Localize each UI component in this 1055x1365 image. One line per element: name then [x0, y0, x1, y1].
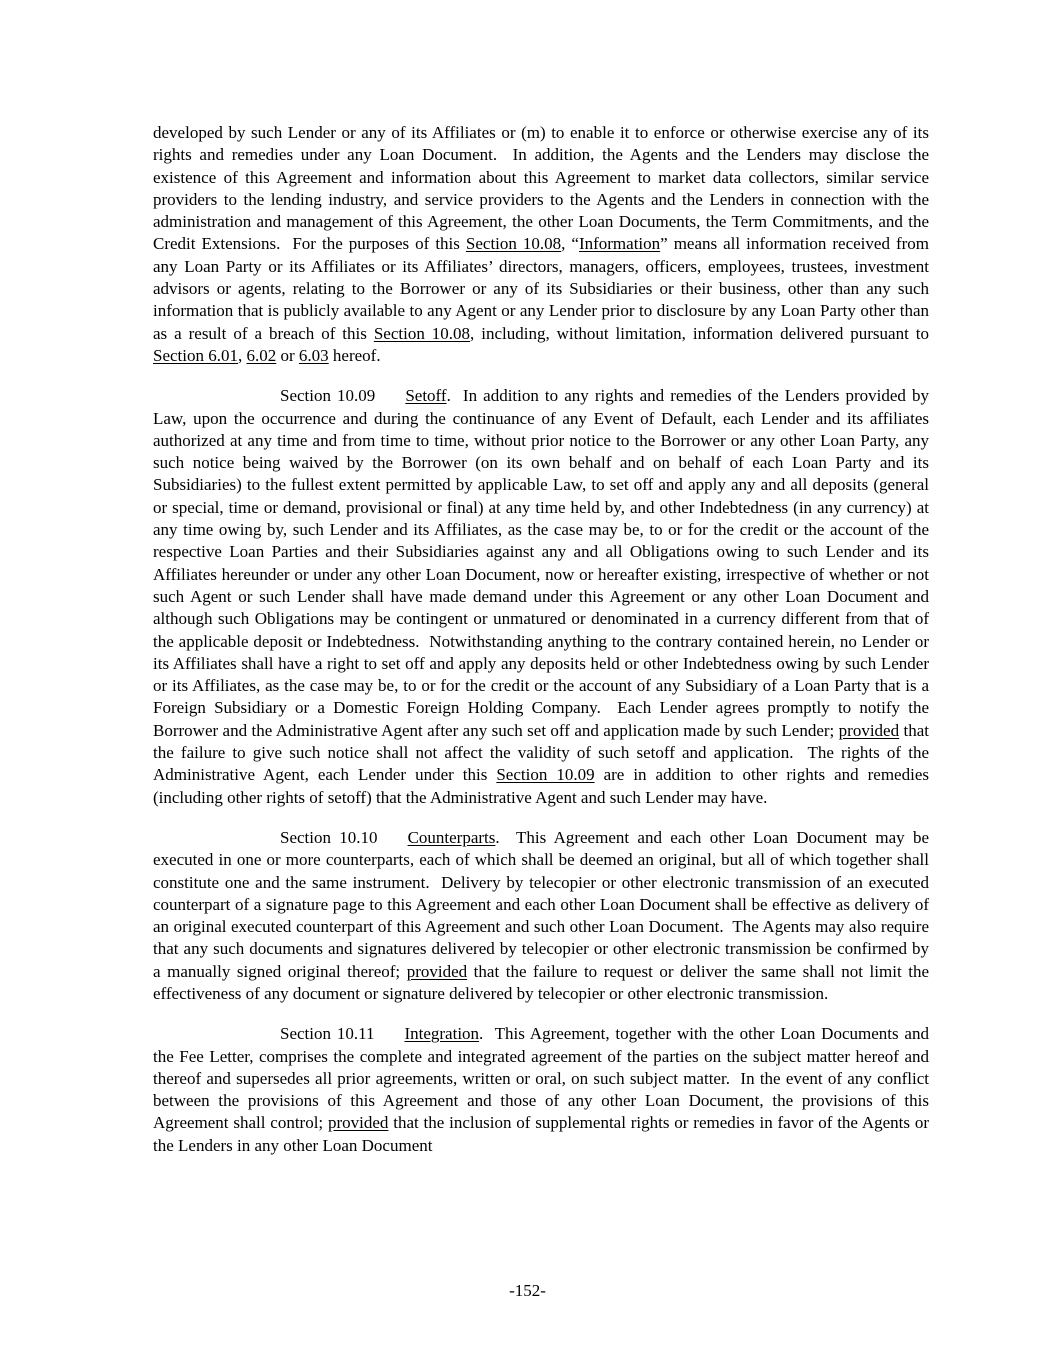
text-run: that the failure to request or deliver the same shall not limit the effectiveness of any document or signature delivered by telecopier or other electronic transmission. — [153, 961, 929, 1003]
text-run: Section 10.10 — [280, 827, 378, 847]
text-run: Section 10.09 — [280, 386, 376, 406]
document-body — [153, 122, 929, 1157]
underlined-text: provided — [838, 720, 900, 740]
underlined-text: Setoff — [405, 386, 447, 406]
underlined-text: Section 10.08 — [373, 323, 471, 343]
paragraph-section-10-09-setoff — [153, 385, 929, 809]
underlined-text: Section 10.08 — [465, 234, 562, 254]
underlined-text: Section 6.01 — [153, 345, 238, 365]
underlined-text: 6.03 — [298, 345, 329, 365]
text-run: , including, without limitation, information delivered pursuant to — [470, 323, 929, 343]
underlined-text: Information — [578, 234, 661, 254]
paragraph-section-10-10-counterparts — [153, 827, 929, 1005]
text-run: Section 10.11 — [280, 1024, 375, 1044]
text-run: are in addition to other rights and remedies (including other rights of setoff) that the Administrative Agent and such Lender may have. — [153, 765, 929, 807]
text-run: . This Agreement and each other Loan Document may be executed in one or more counterparts, each of which shall be deemed an original, but all of which together shall constitute one and the same instrument. Delivery by telecopier or other electronic transmission of an executed counterpart of a signature page to this Agreement and each other Loan Document shall be effective as delivery of an original executed counterpart of this Agreement and such other Loan Document. The Agents may also require that any such documents and signatures delivered by telecopier or other electronic transmission be confirmed by a manually signed original thereof; — [153, 827, 929, 981]
text-run: ” means all information received from any Loan Party or its Affiliates or its Affiliates’ directors, managers, officers, employees, trustees, investment advisors or agents, relating to the Borrower or any of its Subsidiaries or their business, other than any such information that is publicly available to any Agent or any Lender prior to disclosure by any Loan Party other than as a result of a breach of this — [153, 234, 929, 343]
page-number: -152- — [509, 1281, 546, 1300]
underlined-text: provided — [406, 961, 468, 981]
text-run: that the inclusion of supplemental rights or remedies in favor of the Agents or the Lenders in any other Loan Document — [153, 1113, 929, 1155]
text-run: or — [276, 345, 299, 365]
text-run: , “ — [561, 234, 579, 254]
page-footer — [0, 1280, 1055, 1302]
text-run: hereof. — [328, 345, 381, 365]
underlined-text: 6.02 — [246, 345, 277, 365]
underlined-text: Counterparts — [407, 827, 496, 847]
text-run: . This Agreement, together with the other Loan Documents and the Fee Letter, comprises the complete and integrated agreement of the parties on the subject matter hereof and thereof and supersedes all prior agreements, written or oral, on such subject matter. In the event of any conflict between the provisions of this Agreement and those of any other Loan Document, the provisions of this Agreement shall control; — [153, 1024, 929, 1133]
paragraph-section-10-08-continuation — [153, 122, 929, 367]
underlined-text: Integration — [404, 1024, 480, 1044]
text-run: . In addition to any rights and remedies of the Lenders provided by Law, upon the occurrence and during the continuance of any Event of Default, each Lender and its affiliates authorized at any time and from time to time, without prior notice to the Borrower or any other Loan Party, any such notice being waived by the Borrower (on its own behalf and on behalf of each Loan Party and its Subsidiaries) to the fullest extent permitted by applicable Law, to set off and apply any and all deposits (general or special, time or demand, provisional or final) at any time held by, and other Indebtedness (in any currency) at any time owing by, such Lender and its Affiliates, as the case may be, to or for the credit or the account of the respective Loan Parties and their Subsidiaries against any and all Obligations owing to such Lender and its Affiliates hereunder or under any other Loan Document, now or hereafter existing, irrespective of whether or not such Agent or such Lender shall have made demand under this Agreement or any other Loan Document and although such Obligations may be contingent or unmatured or denominated in a currency different from that of the applicable deposit or Indebtedness. Notwithstanding anything to the contrary contained herein, no Lender or its Affiliates shall have a right to set off and apply any deposits held or other Indebtedness owing by such Lender or its Affiliates, as the case may be, to or for the credit or the account of any Subsidiary of a Loan Party that is a Foreign Subsidiary or a Domestic Foreign Holding Company. Each Lender agrees promptly to notify the Borrower and the Administrative Agent after any such set off and application made by such Lender; — [153, 386, 929, 740]
underlined-text: provided — [327, 1113, 389, 1133]
text-run: that the failure to give such notice shall not affect the validity of such setoff and application. The rights of the Administrative Agent, each Lender under this — [153, 720, 930, 785]
text-run: developed by such Lender or any of its Affiliates or (m) to enable it to enforce or otherwise exercise any of its rights and remedies under any Loan Document. In addition, the Agents and the Lenders may disclose the existence of this Agreement and information about this Agreement to market data collectors, similar service providers to the lending industry, and service providers to the Agents and the Lenders in connection with the administration and management of this Agreement, the other Loan Documents, the Term Commitments, and the Credit Extensions. For the purposes of this — [153, 123, 929, 254]
text-run: , — [238, 345, 247, 365]
underlined-text: Section 10.09 — [496, 765, 595, 785]
paragraph-section-10-11-integration — [153, 1023, 929, 1157]
